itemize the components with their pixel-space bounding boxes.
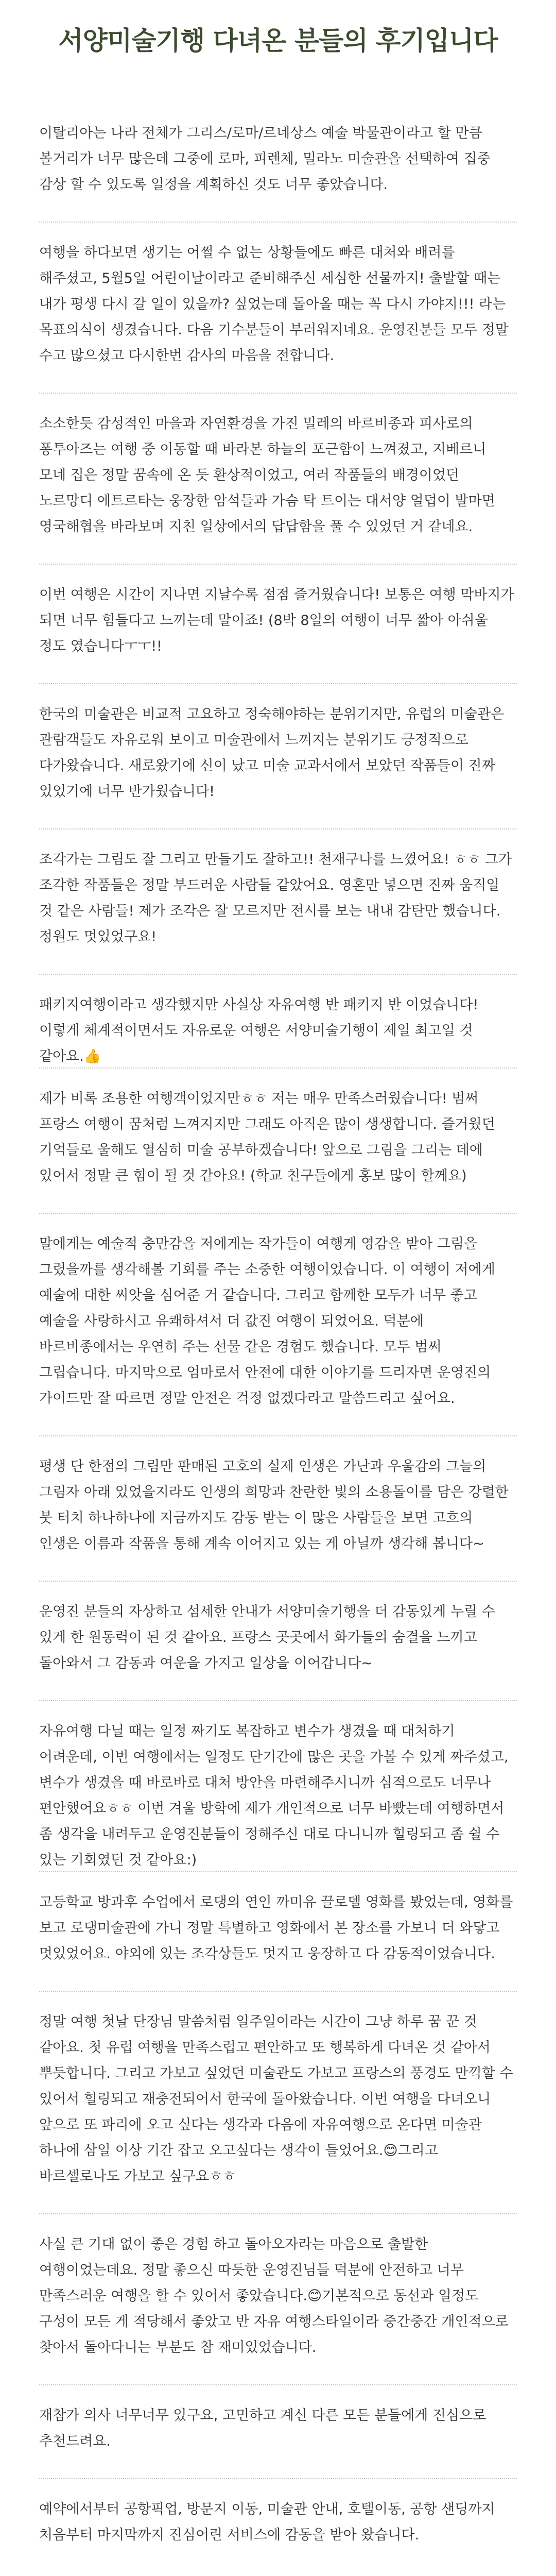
review-item-6: 조각가는 그림도 잘 그리고 만들기도 잘하고!! 천재구나를 느꼈어요! ㅎㅎ 그가 조각한 작품들은 정말 부드러운 사람들 같았어요. 영혼만 넣으면 진짜 움직일 것 같은 사람들! 제가 조각은 잘 모르지만 전시를 보는 내내 감탄만 했습니다. 정원도 멋있었구요! [39,852,512,945]
page-title: 서양미술기행 다녀온 분들의 후기입니다 [58,26,498,56]
review-item-13: 고등학교 방과후 수업에서 로댕의 연인 까미유 끌로델 영화를 봤었는데, 영화를 보고 로댕미술관에 가니 정말 특별하고 영화에서 본 장소를 가보니 더 와닿고 멋있었어요. 야외에 있는 조각상들도 멋지고 웅장하고 다 감동적이었습니다. [39,1894,513,1962]
review-item-9: 말에게는 예술적 충만감을 저에게는 작가들이 여행게 영감을 받아 그림을 그렸을까를 생각해볼 기회를 주는 소중한 여행이었습니다. 이 여행이 저에게 예술에 대한 씨앗을 심어준 거 같습니다. 그리고 함께한 모두가 너무 좋고 예술을 사랑하시고 유쾌하셔서 더 값진 여행이 되었어요. 덕분에 바르비종에서는 우연히 주는 선물 같은 경험도 했습니다. 모두 범써 그립습니다. 마지막으로 엄마로서 안전에 대한 이야기를 드리자면 운영진의 가이드만 잘 따르면 정말 안전은 걱정 없겠다라고 말씀드리고 싶어요. [39,1236,495,1406]
review-divider [39,2384,517,2385]
review-item-11: 운영진 분들의 자상하고 섬세한 안내가 서양미술기행을 더 감동있게 누릴 수 있게 한 원동력이 된 것 같아요. 프랑스 곳곳에서 화가들의 숨결을 느끼고 돌아와서 그 감동과 여운을 가지고 일상을 이어갑니다~ [39,1604,495,1671]
review-divider [39,683,517,684]
review-divider [39,1700,517,1701]
review-item-14: 정말 여행 첫날 단장님 말씀처럼 일주일이라는 시간이 그냥 하루 꿈 꾼 것 같아요. 첫 유럽 여행을 만족스럽고 편안하고 또 행복하게 다녀온 것 같아서 뿌듯합니다. 그리고 가보고 싶었던 미술관도 가보고 프랑스의 풍경도 만끽할 수 있어서 힐링되고 재충전되어서 한국에 돌아왔습니다. 이번 여행을 다녀오니 앞으로 또 파리에 오고 싶다는 생각과 다음에 자유여행으로 온다면 미술관 하나에 삼일 이상 기간 잡고 오고싶다는 생각이 들었어요.😊그리고 바르셀로나도 가보고 싶구요ㅎㅎ [39,2014,513,2184]
review-item-15: 사실 큰 기대 없이 좋은 경험 하고 돌아오자라는 마음으로 출발한 여행이었는데요. 정말 좋으신 따듯한 운영진님들 덕분에 안전하고 너무 만족스러운 여행을 할 수 있어서 좋았습니다.😊기본적으로 동선과 일정도 구성이 모든 게 적당해서 좋았고 반 자유 여행스타일이라 중간중간 개인적으로 찾아서 돌아다니는 부분도 참 재미있었습니다. [39,2236,509,2355]
review-item-3: 소소한듯 감성적인 마을과 자연환경을 가진 밀레의 바르비종과 피사로의 퐁투아즈는 여행 중 이동할 때 바라본 하늘의 포근함이 느껴졌고, 지베르니 모네 집은 정말 꿈속에 온 듯 환상적이었고, 여러 작품들의 배경이었던 노르망디 에트르타는 웅장한 암석들과 가슴 탁 트이는 대서양 얼덥이 발마면 영국해협을 바라보며 지친 일상에서의 답답함을 풀 수 있었던 거 같네요. [39,416,495,535]
review-item-10: 평생 단 한점의 그림만 판매된 고호의 실제 인생은 가난과 우울감의 그늘의 그림자 아래 있었을지라도 인생의 희망과 찬란한 빛의 소용돌이를 담은 강렬한 붓 터치 하나하나에 지금까지도 감동 받는 이 많은 사람들을 보면 고흐의 인생은 이름과 작품을 통해 계속 이어지고 있는 게 아닐까 생각해 봅니다~ [39,1459,509,1552]
review-item-4: 이번 여행은 시간이 지나면 지날수록 점점 즐거웠습니다! 보통은 여행 막바지가 되면 너무 힘들다고 느끼는데 말이죠! (8박 8일의 여행이 너무 짧아 아쉬울 정도 였습니다ㅜㅜ!! [39,587,514,654]
review-divider [39,2478,517,2479]
review-divider [39,1871,517,1872]
review-item-2: 여행을 하다보면 생기는 어쩔 수 없는 상황들에도 빠른 대처와 배려를 해주셨고, 5월5일 어린이날이라고 준비해주신 세심한 선물까지! 출발할 때는 내가 평생 다시 갈 일이 있을까? 싶었는데 돌아올 때는 꼭 다시 가야지!!! 라는 목표의식이 생겼습니다. 다음 기수분들이 부러워지네요. 운영진분들 모두 정말 수고 많으셨고 다시한번 감사의 마음을 전합니다. [39,245,509,364]
review-item-16: 재참가 의사 너무너무 있구요, 고민하고 계신 다른 모든 분들에게 진심으로 추천드려요. [39,2408,486,2449]
review-divider [39,1991,517,1992]
review-item-1: 이탈리아는 나라 전체가 그리스/로마/르네상스 예술 박물관이라고 할 만큼 볼거리가 너무 많은데 그중에 로마, 피렌체, 밀라노 미술관을 선택하여 집중 감상 할 수 있도록 일정을 계획하신 것도 너무 좋았습니다. [39,125,491,193]
review-item-17: 예약에서부터 공항픽업, 방문지 이동, 미술관 안내, 호텔이동, 공항 샌딩까지 처음부터 마지막까지 진심어린 서비스에 감동을 받아 왔습니다. [39,2501,495,2543]
review-divider [39,1581,517,1582]
review-divider [39,393,517,394]
review-divider [39,1435,517,1436]
review-item-12: 자유여행 다닐 때는 일정 짜기도 복잡하고 변수가 생겼을 때 대처하기 어려운데, 이번 여행에서는 일정도 단기간에 많은 곳을 가볼 수 있게 짜주셨고, 변수가 생겼을 때 바로바로 대처 방안을 마련해주시니까 심적으로도 너무나 편안했어요ㅎㅎ 이번 겨울 방학에 제가 개인적으로 너무 바빴는데 여행하면서 좀 생각을 내려두고 운영진분들이 정해주신 대로 다니니까 힐링되고 좀 쉴 수 있는 기회였던 것 같아요:) [39,1723,509,1868]
review-divider [39,974,517,975]
review-divider [39,1213,517,1214]
review-item-5: 한국의 미술관은 비교적 고요하고 정숙해야하는 분위기지만, 유럽의 미술관은 관람객들도 자유로워 보이고 미술관에서 느껴지는 분위기도 긍정적으로 다가왔습니다. 새로왔기에 신이 났고 미술 교과서에서 보았던 작품들이 진짜 있었기에 너무 반가웠습니다! [39,706,505,800]
review-divider [39,828,517,829]
review-item-8: 제가 비록 조용한 여행객이었지만ㅎㅎ 저는 매우 만족스러웠습니다! 범써 프랑스 여행이 꿈처럼 느껴지지만 그래도 아직은 많이 생생합니다. 즐거웠던 기억들로 울해도 열심히 미술 공부하겠습니다! 앞으로 그림을 그리는 데에 있어서 정말 큰 힘이 될 것 같아요! (학교 친구들에게 홍보 많이 할께요) [39,1091,495,1184]
review-divider [39,1067,517,1069]
review-item-7: 패키지여행이라고 생각했지만 사실상 자유여행 반 패키지 반 이었습니다! 이렇게 체계적이면서도 자유로운 여행은 서양미술기행이 제일 최고일 것 같아요.👍 [39,997,479,1064]
review-divider [39,222,517,223]
review-divider [39,2213,517,2214]
review-divider [39,564,517,565]
